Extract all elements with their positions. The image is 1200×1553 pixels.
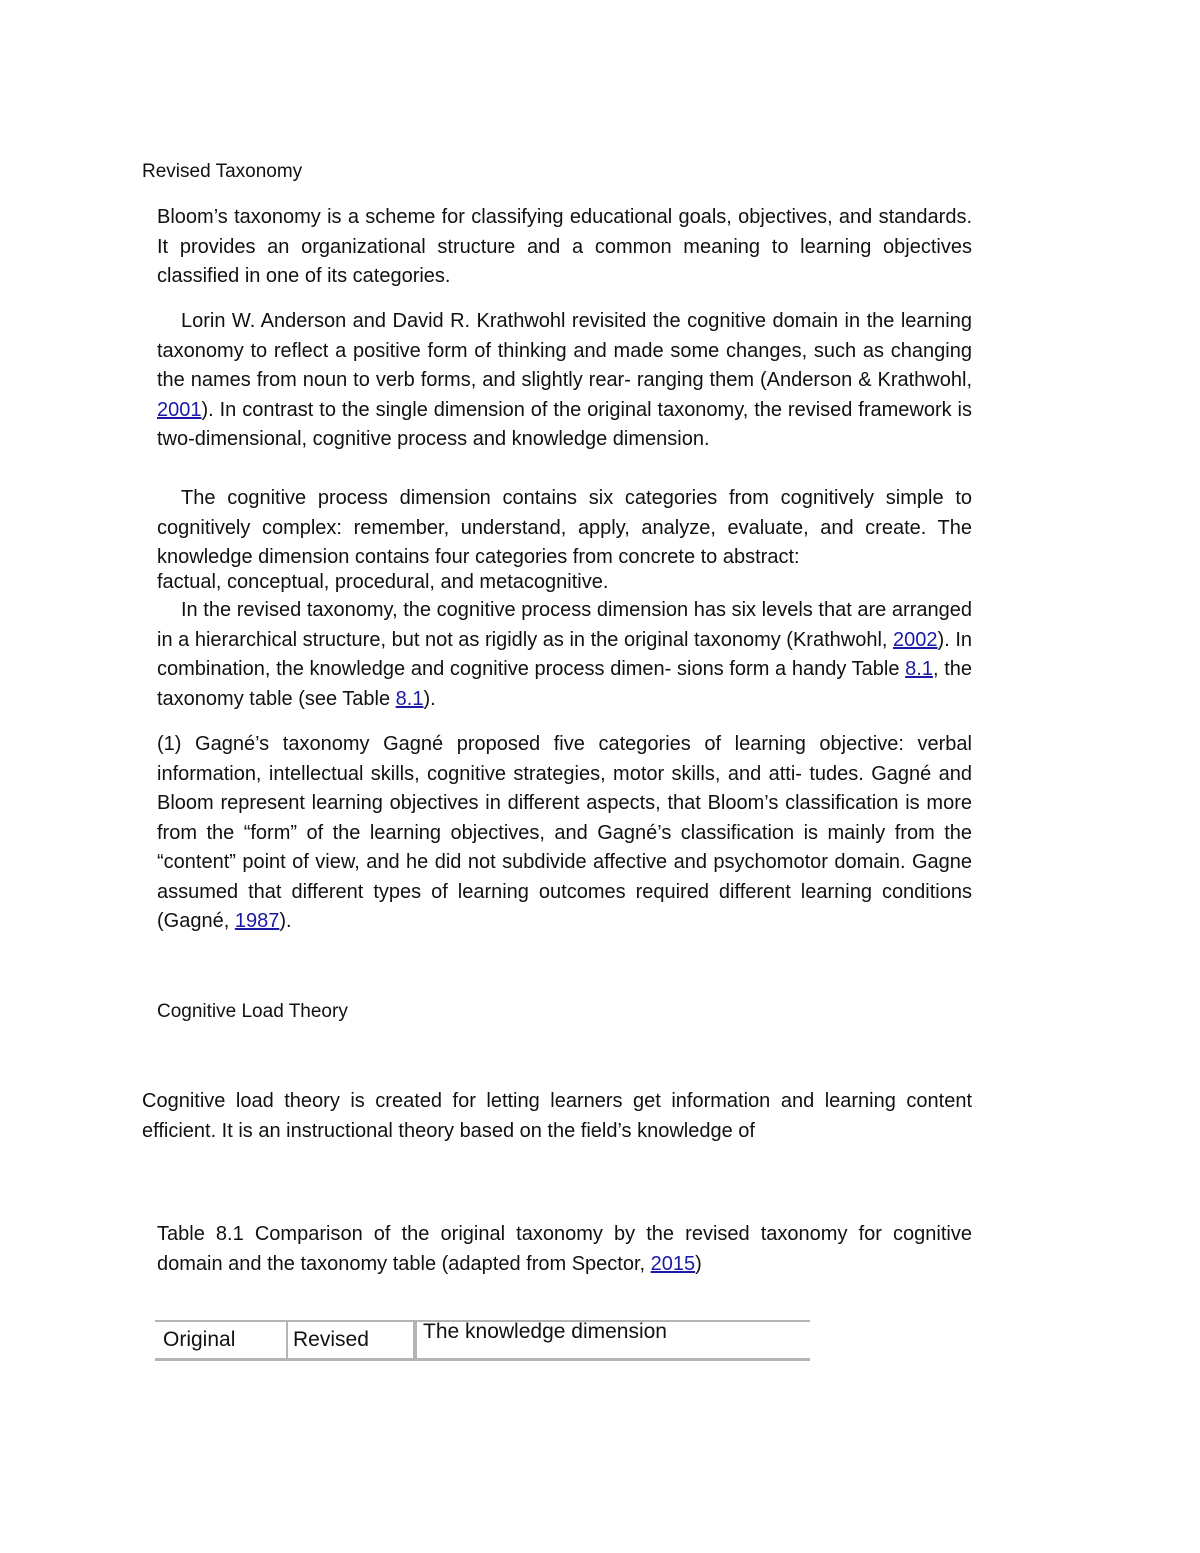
table-link-8-1-second[interactable]: 8.1 — [395, 687, 424, 710]
text-segment: ) — [695, 1252, 702, 1275]
paragraph-revised-levels — [157, 596, 972, 714]
paragraph-anderson-krathwohl — [157, 307, 972, 455]
paragraph-cognitive-process-dimension: The cognitive process dimension contains six categories from cognitively simple to cognitively complex: remember, understand, apply, analyze, evaluate, and create. The knowledge dimension contains four categories from concrete to abstract: — [157, 487, 972, 568]
citation-link-2002[interactable]: 2002 — [893, 628, 938, 651]
citation-link-2015[interactable]: 2015 — [650, 1252, 696, 1275]
table-caption — [157, 1220, 972, 1279]
text-segment: ). — [423, 687, 436, 710]
table-bottom-border — [155, 1358, 810, 1361]
paragraph-cognitive-load: Cognitive load theory is created for letting learners get information and learning content efficient. It is an instructional theory based on the field’s knowledge of — [142, 1090, 972, 1142]
text-segment: (1) Gagné’s taxonomy Gagné proposed five categories of learning objective: verbal information, intellectual skills, cognitive strategies, motor skills, and atti- tudes. Gagné and Bloom represent learning objectives in different aspects, that Bloom’s classification is more from the “form” of the learning objectives, and Gagné’s classification is mainly from the “content” point of view, and he did not subdivide affective and psychomotor domain. Gagne assumed that different types of learning outcomes required different learning conditions (Gagné, — [157, 733, 972, 932]
paragraph-blooms-taxonomy: Bloom’s taxonomy is a scheme for classifying educational goals, objectives, and standards. It provides an organizational structure and a common meaning to learning objectives classified in one of its categories. — [157, 206, 972, 287]
taxonomy-table — [155, 1320, 810, 1362]
table-header-original: Original — [163, 1328, 236, 1351]
paragraph-knowledge-categories-line: factual, conceptual, procedural, and metacognitive. — [157, 571, 609, 593]
text-segment: ). — [279, 910, 292, 932]
text-segment: Lorin W. Anderson and David R. Krathwohl revisited the cognitive domain in the learning taxonomy to reflect a positive form of thinking and made some changes, such as changing the names from noun to verb forms, and slightly rear- ranging them (Anderson & Krathwohl, — [157, 310, 972, 391]
heading-cognitive-load-theory: Cognitive Load Theory — [157, 1001, 348, 1022]
text-segment: ). In combination, the knowledge and cognitive process dimen- sions form a handy Table — [157, 628, 972, 680]
citation-link-1987[interactable]: 1987 — [234, 910, 280, 932]
table-header-revised: Revised — [293, 1328, 369, 1351]
heading-revised-taxonomy: Revised Taxonomy — [142, 161, 303, 182]
text-segment: In the revised taxonomy, the cognitive process dimension has six levels that are arranged in a hierarchical structure, but not as rigidly as in the original taxonomy (Krathwohl, — [157, 599, 972, 651]
paragraph-gagne-taxonomy — [157, 730, 972, 937]
text-segment: Table 8.1 Comparison of the original taxonomy by the revised taxonomy for cognitive domain and the taxonomy table (adapted from Spector, — [157, 1223, 972, 1275]
text-segment: , the taxonomy table (see Table — [157, 658, 973, 710]
citation-link-2001[interactable]: 2001 — [157, 398, 202, 421]
table-link-8-1[interactable]: 8.1 — [905, 658, 933, 680]
table-column-divider — [415, 1320, 417, 1361]
table-column-divider — [286, 1320, 288, 1361]
table-header-knowledge-dimension: The knowledge dimension — [423, 1320, 667, 1343]
text-segment: ). In contrast to the single dimension of the original taxonomy, the revised framework is two-dimensional, cognitive process and knowledge dimension. — [157, 398, 972, 450]
